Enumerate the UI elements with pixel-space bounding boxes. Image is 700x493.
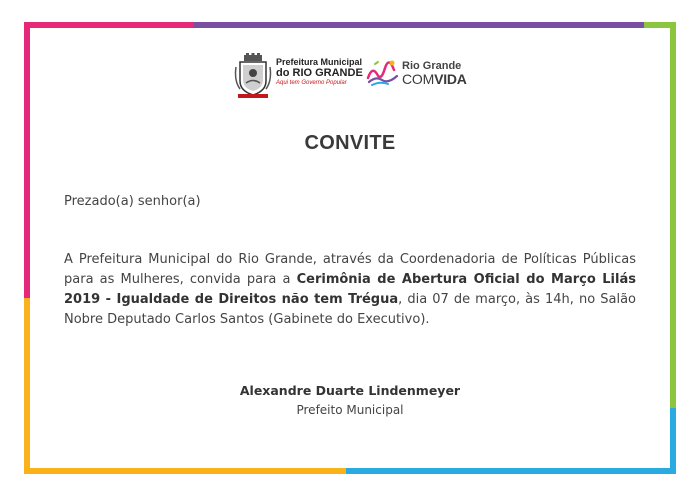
frame-top-pink [24, 22, 194, 28]
frame-right-green [670, 22, 676, 408]
greeting: Prezado(a) senhor(a) [64, 194, 201, 209]
comvida-line-2 [402, 71, 467, 87]
event-name: Cerimônia de Abertura Oficial do Março Lilás 2019 - Igualdade de Direitos não tem Trégua [64, 272, 636, 307]
page-title: CONVITE [304, 132, 396, 154]
comvida-com: COM [402, 71, 435, 87]
comvida-line-1: Rio Grande [402, 60, 462, 72]
logo-line-2: do RIO GRANDE [276, 67, 363, 79]
frame-left-pink [24, 22, 30, 298]
prefeitura-logo [234, 53, 363, 99]
logo-line-1: Prefeitura Municipal [276, 57, 363, 67]
invitation-body [64, 250, 636, 330]
frame-right-blue [670, 408, 676, 474]
logo-tagline: Aqui tem Governo Popular [276, 80, 347, 86]
comvida-mark-icon [366, 58, 400, 88]
frame-top-purple [194, 22, 644, 28]
signatory-role: Prefeito Municipal [296, 403, 404, 417]
body-part-1: A Prefeitura Municipal do Rio Grande, através da Coordenadoria de Políticas Públicas para as Mulheres, convida para a [64, 252, 636, 287]
frame-bottom-yellow [24, 468, 346, 474]
body-part-2: , dia 07 de março, às 14h, no Salão Nobre Deputado Carlos Santos (Gabinete do Executivo). [64, 292, 636, 327]
coat-of-arms-icon [234, 53, 272, 99]
frame-bottom-blue [346, 468, 676, 474]
rio-grande-comvida-logo [366, 58, 476, 88]
signatory-name: Alexandre Duarte Lindenmeyer [239, 383, 461, 398]
comvida-vida: VIDA [434, 71, 467, 87]
